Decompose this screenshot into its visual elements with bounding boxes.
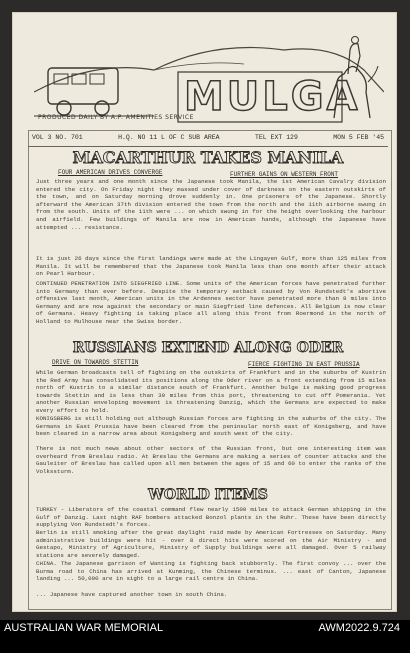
- issue-info-bar: [32, 134, 384, 146]
- article-paragraph: Just three years and one month since the Japanese took Manila, the 1st American Cavalry division entered the city. On Friday night they massed under cover of darkness on the eastern outskirts of the town, and on Saturday morning drove suddenly in. One prisoners of the Japanese. Shortly afterward the American 37th division entered the town from the north and the 11th airborne swung in from the south. Units of the 11th were ... on which swung in for the height overlooking the harbour and airfield. Few buildings of Manila are now in American hands, although the Japanese have attempted ... resistance.: [36, 178, 386, 231]
- article-paragraph: CONTINUED PENETRATION INTO SIEGFRIED LINE. Some units of the American forces have penetrated further into Germany than ever before. Despite the temporary setback caused by Von Rundstedt's abortive offensive last month, American units in the Ardennes sector have penetrated more than 8 miles into Germany and are now against the secondary or main Siegfried line defences. All Belgium is now clear of Germans. Heavy fighting is taking place all along this front from Roermond in the north of Holland to Mulhouse near the Swiss border.: [36, 280, 386, 325]
- article-paragraph: TURKEY - Liberators of the coastal command flew nearly 1500 miles to attack German shipping in the Gulf of Danzig. Last night RAF bombers attacked Bonzol plants in the Ruhr. These have been directly supplying Von Rundstedt's forces.: [36, 506, 386, 529]
- subhead-left: DRIVE ON TOWARDS STETTIN: [52, 359, 139, 366]
- issue-tel: TEL EXT 129: [254, 134, 298, 141]
- truck-icon: [34, 68, 154, 116]
- article-paragraph: CHINA. The Japanese garrison of Wanting is fighting back stubbornly. The first convoy ... over the Burma road to China has arrived at Kunming, the Chinese terminus. ... east of Canton, Japanese landing ... 50,000 are in sight to a large rail centre in China.: [36, 560, 386, 583]
- issue-hq: H.Q. NO 11 L OF C SUB AREA: [118, 134, 220, 141]
- archive-footer: [0, 620, 410, 653]
- subhead-right: FIERCE FIGHTING IN EAST PRUSSIA: [248, 361, 360, 368]
- article-paragraph: Berlin is still smoking after the great daylight raid made by American Fortresses on Saturday. Many administrative buildings were hit - over 8 direct hits were scored on the Air Ministry - and Gestapo, Ministry of Agriculture, Ministry of Supply buildings were all damaged. Over 5 railway stations are severely damaged.: [36, 529, 386, 559]
- masthead: [34, 30, 384, 130]
- issue-date: MON 5 FEB '45: [333, 134, 384, 141]
- subhead-right: FURTHER GAINS ON WESTERN FRONT: [230, 171, 339, 178]
- article-paragraph: While German broadcasts tell of fighting on the outskirts of Frankfurt and in the suburbs of Kustrin the Red Army has consolidated its positions along the Oder river on a front extending from 15 miles north of Kustrin to a similar distance south of Frankfurt. Another bulge is making good progress towards Stettin and is less than 30 miles from this port, threatening to cut off Pomerania. Yet another Russian enveloping movement is threatening Danzig, which the Germans are expected to make every effort to hold.: [36, 369, 386, 414]
- divider: [28, 146, 388, 147]
- masthead-title: MULGA: [184, 74, 361, 120]
- article-paragraph: KONIGSBERG is still holding out although Russian forces are fighting in the suburbs of the city. The Germans in East Prussia have been cleared from the peninsular north east of Konigsberg, and have been cleared in a narrow area about Konigsberg and south west of the city.: [36, 415, 386, 438]
- headline-world-items: WORLD ITEMS: [148, 487, 268, 503]
- subhead-left: FOUR AMERICAN DRIVES CONVERGE: [58, 169, 163, 176]
- archive-catalogue-number: AWM2022.9.724: [318, 622, 400, 634]
- masthead-produced-by: PRODUCED DAILY BY A.P. AMENITIES SERVICE: [38, 114, 194, 121]
- issue-volume: VOL 3 NO. 701: [32, 134, 83, 141]
- article-paragraph: There is not much news about other sectors of the Russian front, but one interesting item was overheard from Breslau radio. At Breslau the Germans are making a series of counter attacks and the Gauleiter of Breslau has called upon all men between the ages of 15 and 60 to enter the ranks of the Volkssturm.: [36, 445, 386, 475]
- article-paragraph: It is just 26 days since the first landings were made at the Lingayen Gulf, more than 125 miles from Manila. It will be remembered that the Japanese took Manila less than one month after their attack on Pearl Harbour.: [36, 255, 386, 278]
- article-paragraph: ... Japanese have captured another town in south China.: [36, 591, 228, 598]
- newsletter-page: [12, 12, 397, 612]
- archive-name: AUSTRALIAN WAR MEMORIAL: [4, 622, 164, 634]
- headline-manila: MACARTHUR TAKES MANILA: [72, 148, 344, 167]
- headline-russians: RUSSIANS EXTEND ALONG ODER: [72, 340, 344, 356]
